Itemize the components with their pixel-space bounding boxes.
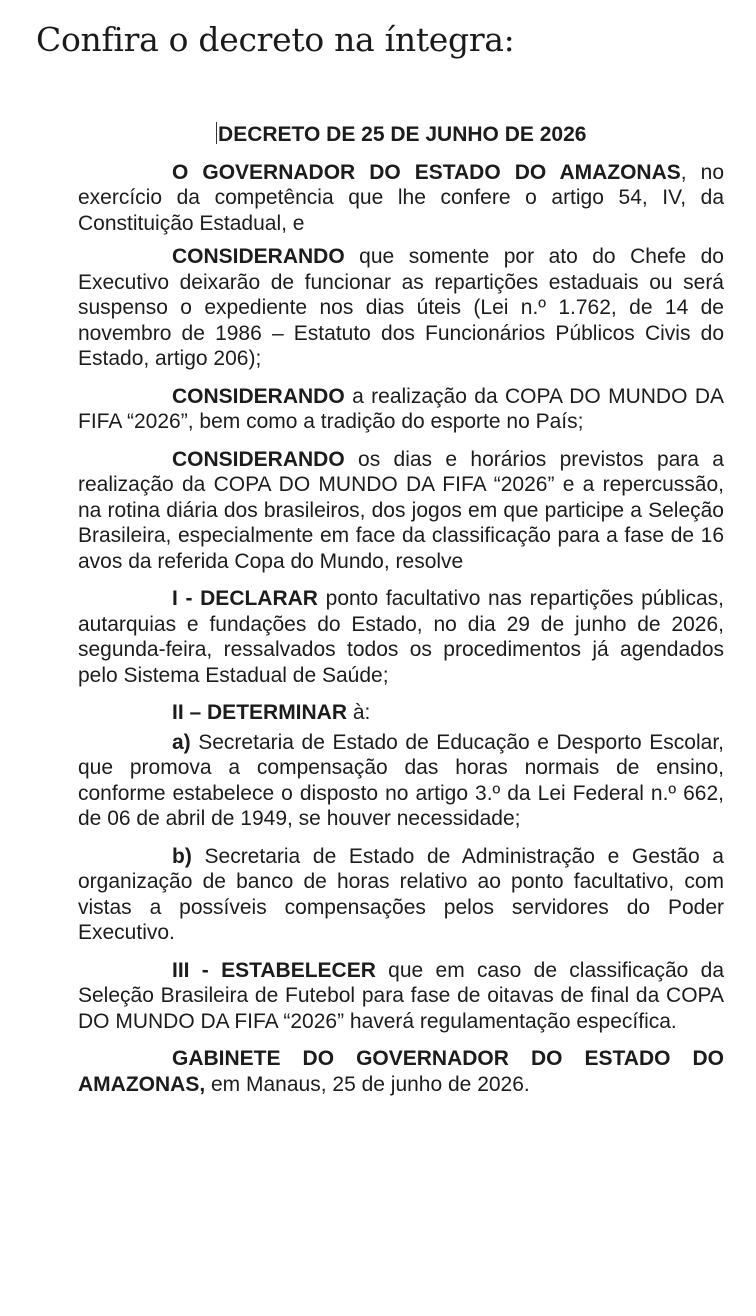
item-2b-bold: b) xyxy=(172,844,192,868)
opening-text: , no exercício da competência que lhe confere o artigo 54, IV, da Constituição Estadual, e xyxy=(78,160,724,235)
considerando-3-bold: CONSIDERANDO xyxy=(172,447,345,471)
decree-document xyxy=(78,122,724,1097)
considerando-1-text: que somente por ato do Chefe do Executivo deixarão de funcionar as repartições estaduais ou será suspenso o expediente nos dias úteis (Lei n.º 1.762, de 14 de novembro de 1986 – Estatuto dos Funcionários Públicos Civis do Estado, artigo 206); xyxy=(78,245,724,370)
item-3-estabelecer xyxy=(78,958,724,1035)
closing-bold: GABINETE DO GOVERNADOR DO ESTADO DO AMAZONAS, xyxy=(78,1047,724,1096)
item-2a xyxy=(78,730,724,832)
item-2a-text: Secretaria de Estado de Educação e Desporto Escolar, que promova a compensação das horas normais de ensino, conforme estabelece o disposto no artigo 3.º da Lei Federal n.º 662, de 06 de abril de 1949, se houver necessidade; xyxy=(78,730,724,830)
item-2b xyxy=(78,844,724,946)
decree-title xyxy=(78,122,724,148)
item-1-bold: I - DECLARAR xyxy=(172,587,318,610)
opening-bold: O GOVERNADOR DO ESTADO DO AMAZONAS xyxy=(172,160,681,184)
item-3-bold: III - ESTABELECER xyxy=(172,958,376,982)
considerando-2 xyxy=(78,384,724,435)
item-2a-bold: a) xyxy=(172,730,191,754)
closing-text: em Manaus, 25 de junho de 2026. xyxy=(205,1072,530,1096)
item-2-determinar xyxy=(78,700,724,726)
article-heading: Confira o decreto na íntegra: xyxy=(36,20,515,59)
considerando-1-bold: CONSIDERANDO xyxy=(172,245,345,268)
text-cursor xyxy=(216,122,218,144)
item-1-text: ponto facultativo nas repartições públicas, autarquias e fundações do Estado, no dia 29 de junho de 2026, segunda-feira, ressalvados todos os procedimentos já agendados pelo Sistema Estadual de Saúde; xyxy=(78,587,725,687)
considerando-3 xyxy=(78,447,724,575)
considerando-2-bold: CONSIDERANDO xyxy=(172,384,345,408)
decree-closing xyxy=(78,1046,724,1097)
item-2-bold: II – DETERMINAR xyxy=(172,701,348,724)
item-2-text: à: xyxy=(347,701,371,724)
decree-title-text: DECRETO DE 25 DE JUNHO DE 2026 xyxy=(218,123,587,146)
item-1-declarar xyxy=(78,586,724,688)
item-3-text: que em caso de classificação da Seleção Brasileira de Futebol para fase de oitavas de final da COPA DO MUNDO DA FIFA “2026” haverá regulamentação específica. xyxy=(78,958,724,1033)
considerando-3-text: os dias e horários previstos para a realização da COPA DO MUNDO DA FIFA “2026” e a repercussão, na rotina diária dos brasileiros, dos jogos em que participe a Seleção Brasileira, especialmente em face da classificação para a fase de 16 avos da referida Copa do Mundo, resolve xyxy=(78,447,724,573)
item-2b-text: Secretaria de Estado de Administração e Gestão a organização de banco de horas relativo ao ponto facultativo, com vistas a possíveis compensações pelos servidores do Poder Executivo. xyxy=(78,844,724,944)
decree-opening xyxy=(78,160,724,237)
considerando-1 xyxy=(78,244,724,372)
considerando-2-text: a realização da COPA DO MUNDO DA FIFA “2026”, bem como a tradição do esporte no País; xyxy=(78,384,724,433)
